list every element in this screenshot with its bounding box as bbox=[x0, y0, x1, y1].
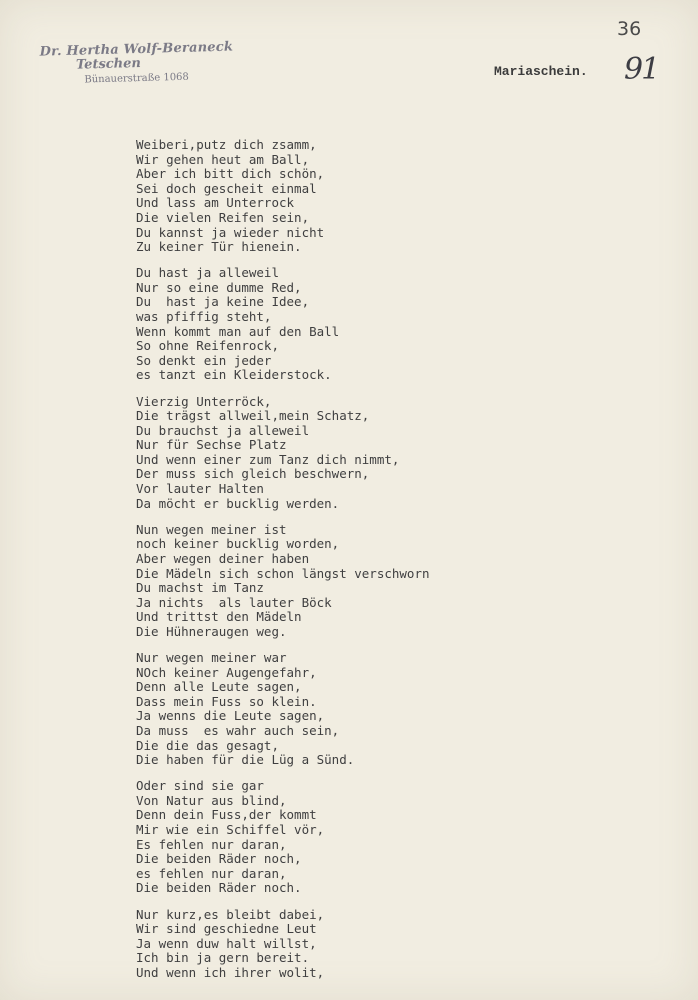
poem-line: Da möcht er bucklig werden. bbox=[136, 495, 340, 511]
poem-line: Du hast ja alleweil bbox=[136, 265, 279, 281]
poem-line: Und wenn einer zum Tanz dich nimmt, bbox=[136, 451, 400, 467]
poem-line: Die Hühneraugen weg. bbox=[136, 623, 287, 639]
poem-line: Der muss sich gleich beschwern, bbox=[136, 466, 370, 482]
poem-line: Die die das gesagt, bbox=[136, 737, 279, 753]
poem-line: Die haben für die Lüg a Sünd. bbox=[136, 752, 355, 768]
poem-line: Von Natur aus blind, bbox=[136, 792, 287, 808]
poem-line: Die beiden Räder noch, bbox=[136, 851, 302, 867]
poem-line: Du machst im Tanz bbox=[136, 580, 264, 596]
stanza bbox=[136, 395, 656, 512]
poem-line: Ich bin ja gern bereit. bbox=[136, 950, 310, 966]
stanza bbox=[136, 779, 656, 896]
poem-line: Und lass am Unterrock bbox=[136, 195, 295, 211]
stamp-name: Dr. Hertha Wolf-Beraneck bbox=[39, 39, 234, 60]
poem-line: Vor lauter Halten bbox=[136, 481, 264, 497]
poem-line: Denn dein Fuss,der kommt bbox=[136, 807, 317, 823]
poem-line: es tanzt ein Kleiderstock. bbox=[136, 367, 332, 383]
poem-line: Ja wenn duw halt willst, bbox=[136, 935, 317, 951]
poem-line: Weiberi,putz dich zsamm, bbox=[136, 137, 317, 152]
poem-line: Mir wie ein Schiffel vör, bbox=[136, 822, 325, 838]
poem-line: Zu keiner Tür hienein. bbox=[136, 239, 302, 255]
poem-line: Nun wegen meiner ist bbox=[136, 521, 287, 537]
poem-line: So denkt ein jeder bbox=[136, 352, 272, 368]
stanza bbox=[136, 138, 656, 255]
poem-line: Wenn kommt man auf den Ball bbox=[136, 323, 340, 339]
poem-line: NOch keiner Augengefahr, bbox=[136, 664, 317, 680]
poem-line: Oder sind sie gar bbox=[136, 778, 264, 794]
poem-line: Nur wegen meiner war bbox=[136, 650, 287, 665]
stanza bbox=[136, 523, 656, 640]
poem-line: So ohne Reifenrock, bbox=[136, 338, 279, 354]
poem-line: Aber ich bitt dich schön, bbox=[136, 166, 325, 182]
stamp-city: Tetschen bbox=[75, 55, 142, 73]
poem-line: Wir gehen heut am Ball, bbox=[136, 151, 310, 167]
poem-line: Ja wenns die Leute sagen, bbox=[136, 708, 325, 724]
poem-line: Nur für Sechse Platz bbox=[136, 437, 287, 453]
poem-line: Vierzig Unterröck, bbox=[136, 393, 272, 409]
poem-line: Es fehlen nur daran, bbox=[136, 836, 287, 852]
poem-body bbox=[136, 138, 656, 992]
pencil-page-number: 36 bbox=[617, 18, 642, 40]
poem-line: Und trittst den Mädeln bbox=[136, 609, 302, 625]
poem-line: Du brauchst ja alleweil bbox=[136, 422, 310, 438]
place-name: Mariaschein. bbox=[494, 64, 588, 79]
poem-line: Die trägst allweil,mein Schatz, bbox=[136, 408, 370, 424]
poem-line: Wir sind geschiedne Leut bbox=[136, 921, 317, 937]
poem-line: noch keiner bucklig worden, bbox=[136, 536, 340, 552]
ink-archive-number: 91 bbox=[624, 52, 659, 87]
stanza bbox=[136, 651, 656, 768]
poem-line: Sei doch gescheit einmal bbox=[136, 180, 317, 196]
letterhead-stamp bbox=[39, 39, 240, 86]
stanza bbox=[136, 266, 656, 383]
poem-line: Dass mein Fuss so klein. bbox=[136, 693, 317, 709]
poem-line: Nur kurz,es bleibt dabei, bbox=[136, 906, 325, 922]
stamp-street: Bünauerstraße 1068 bbox=[84, 71, 189, 86]
poem-line: Die beiden Räder noch. bbox=[136, 880, 302, 896]
poem-line: Du kannst ja wieder nicht bbox=[136, 224, 325, 240]
poem-line: Und wenn ich ihrer wolit, bbox=[136, 964, 325, 980]
poem-line: Da muss es wahr auch sein, bbox=[136, 722, 340, 738]
poem-line: Ja nichts als lauter Böck bbox=[136, 594, 332, 610]
stanza bbox=[136, 908, 656, 981]
poem-line: Du hast ja keine Idee, bbox=[136, 294, 310, 310]
poem-line: Denn alle Leute sagen, bbox=[136, 679, 302, 695]
poem-line: es fehlen nur daran, bbox=[136, 865, 287, 881]
poem-line: Die vielen Reifen sein, bbox=[136, 209, 310, 225]
poem-line: Nur so eine dumme Red, bbox=[136, 279, 302, 295]
poem-line: Die Mädeln sich schon längst verschworn bbox=[136, 565, 430, 581]
poem-line: Aber wegen deiner haben bbox=[136, 550, 310, 566]
poem-line: was pfiffig steht, bbox=[136, 309, 272, 325]
